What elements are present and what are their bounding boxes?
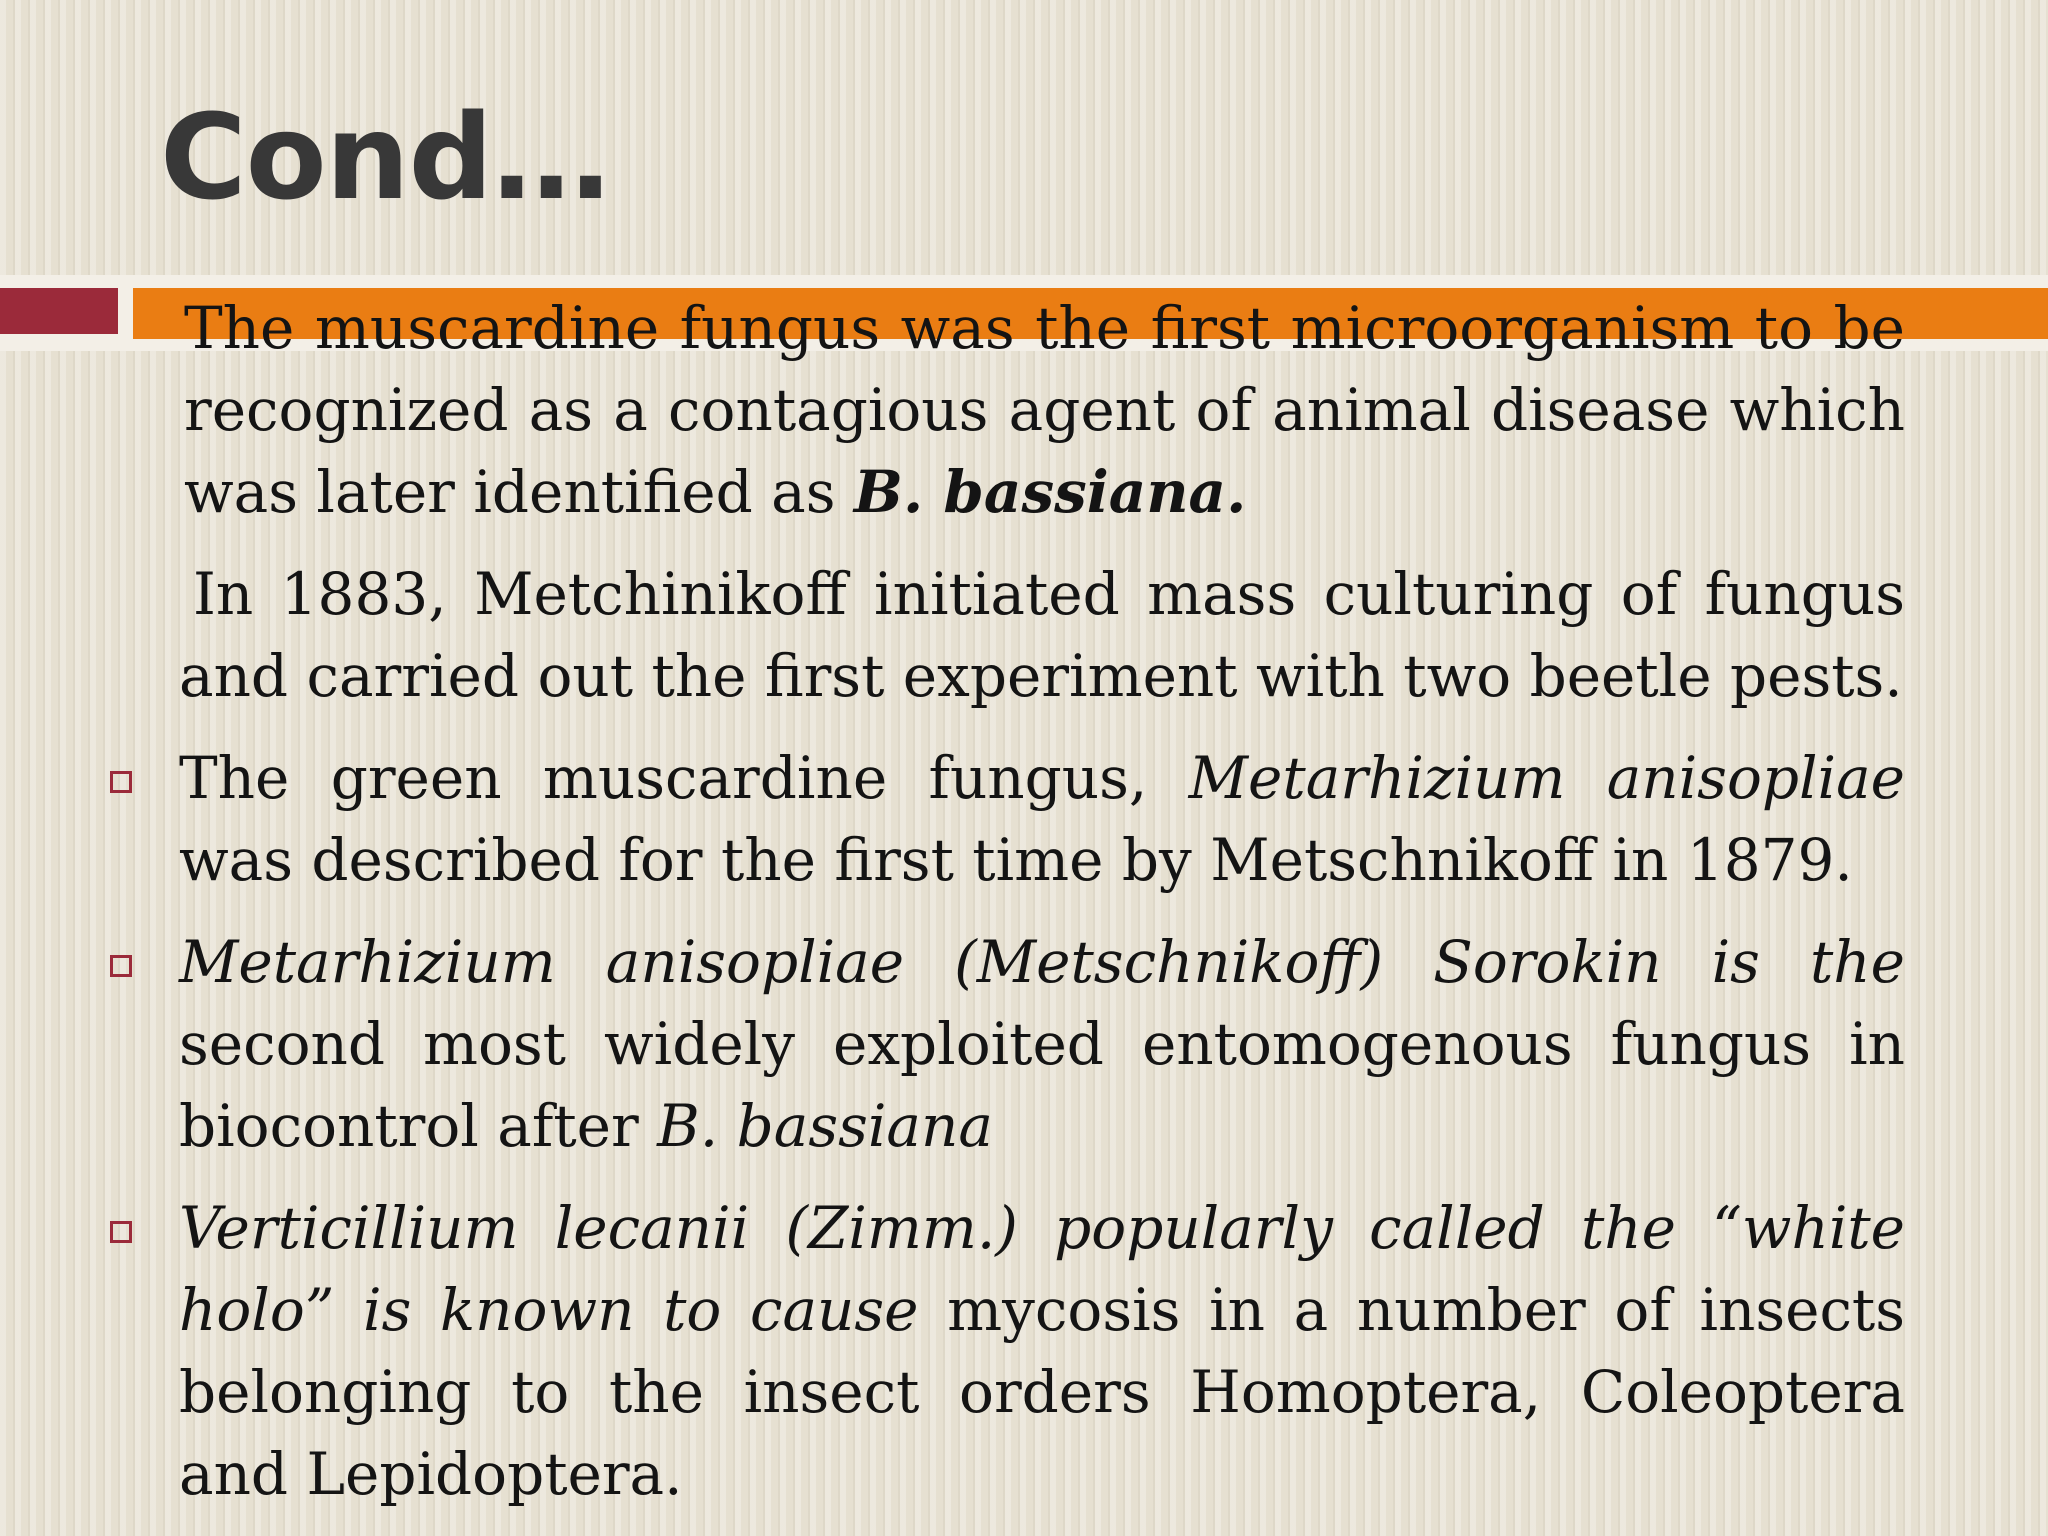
species-name: Metarhizium anisopliae [1188,744,1905,812]
list-item [90,921,1905,1167]
square-bullet-icon [110,771,132,793]
bullet-text: mycosis in a number of insects belonging to the insect orders Homoptera, Coleoptera and Lepidoptera. [179,1276,1905,1508]
list-item [90,737,1905,901]
species-name: Verticillium lecanii (Zimm.) popularly called the “white holo” is known to cause [179,1194,1905,1344]
square-bullet-icon [110,1221,132,1243]
species-name: B. bassiana [657,1092,993,1160]
slide-body [90,287,1905,1515]
bullet-text: second most widely exploited entomogenous fungus in biocontrol after [179,1010,1905,1160]
species-name: Metarhizium anisopliae (Metschnikoff) Sorokin is the [179,928,1905,996]
list-item [90,1187,1905,1515]
bullet-text: was described for the first time by Metschnikoff in 1879. [179,826,1853,894]
paragraph-text: In 1883, Metchinikoff initiated mass culturing of fungus and carried out the first experiment with two beetle pests. [179,560,1905,710]
paragraph-text: The muscardine fungus was the first microorganism to be recognized as a contagious agent of animal disease which was later identified as [184,294,1905,526]
bullet-text: The green muscardine fungus, [179,744,1189,812]
slide-title: Cond… [160,88,610,226]
square-bullet-icon [110,955,132,977]
species-name: B. bassiana. [853,458,1247,526]
paragraph-muscardine [90,287,1905,533]
paragraph-metchinikoff [90,553,1905,717]
